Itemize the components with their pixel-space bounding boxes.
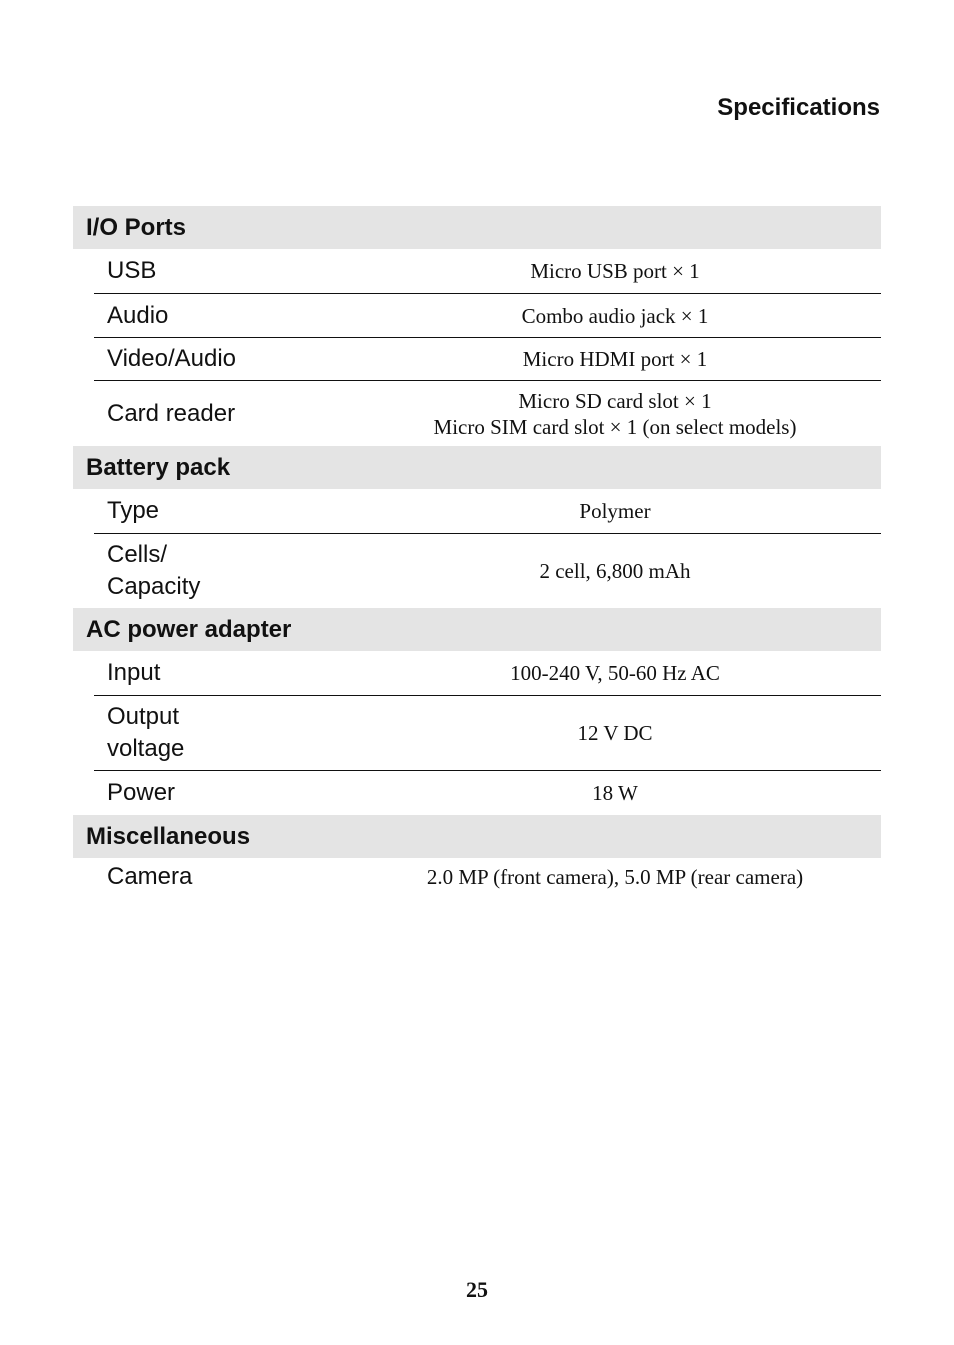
- spec-label: [94, 701, 349, 765]
- spec-value: 18 W: [592, 781, 638, 805]
- spec-label-line: voltage: [107, 735, 185, 762]
- spec-value: 12 V DC: [577, 721, 653, 745]
- spec-label: Power: [107, 779, 176, 806]
- spec-row-audio: [94, 293, 881, 337]
- section-header-miscellaneous: Miscellaneous: [73, 815, 881, 858]
- spec-row-output-voltage: [94, 695, 881, 770]
- spec-label-line: Capacity: [107, 573, 201, 600]
- spec-value-line: Micro SD card slot × 1: [518, 388, 712, 413]
- spec-row-card-reader: [94, 380, 881, 446]
- section-header-battery-pack: Battery pack: [73, 446, 881, 489]
- spec-label: Camera: [107, 863, 193, 890]
- spec-value: [349, 388, 881, 440]
- spec-label: Card reader: [107, 399, 236, 427]
- spec-value: Micro HDMI port × 1: [522, 347, 708, 371]
- spec-value: Polymer: [579, 499, 651, 523]
- spec-row-video-audio: [94, 337, 881, 380]
- spec-label-line: Output: [107, 703, 180, 730]
- spec-row-cells-capacity: [94, 533, 881, 608]
- spec-label: USB: [107, 257, 157, 284]
- spec-value: 2 cell, 6,800 mAh: [539, 559, 691, 583]
- spec-value: Combo audio jack × 1: [521, 303, 709, 328]
- spec-row-power: [94, 770, 881, 815]
- spec-label: Audio: [107, 301, 169, 329]
- spec-label-line: Cells/: [107, 541, 168, 568]
- spec-row-camera: [94, 858, 881, 896]
- spec-row-type: [94, 489, 881, 533]
- spec-label: Input: [107, 659, 161, 686]
- specifications-table: [73, 206, 881, 896]
- page-title: Specifications: [717, 94, 880, 121]
- spec-value-line: Micro SIM card slot × 1 (on select models): [433, 414, 797, 439]
- spec-label: Video/Audio: [107, 345, 236, 372]
- page-number: 25: [466, 1277, 488, 1302]
- section-header-io-ports: I/O Ports: [73, 206, 881, 249]
- spec-label: Type: [107, 497, 160, 524]
- spec-label: [94, 539, 349, 603]
- spec-value: Micro USB port × 1: [530, 259, 700, 283]
- spec-value: 2.0 MP (front camera), 5.0 MP (rear camera): [426, 865, 804, 889]
- section-header-ac-power-adapter: AC power adapter: [73, 608, 881, 651]
- spec-row-input: [94, 651, 881, 695]
- spec-value: 100-240 V, 50-60 Hz AC: [510, 661, 720, 685]
- spec-row-usb: [94, 249, 881, 293]
